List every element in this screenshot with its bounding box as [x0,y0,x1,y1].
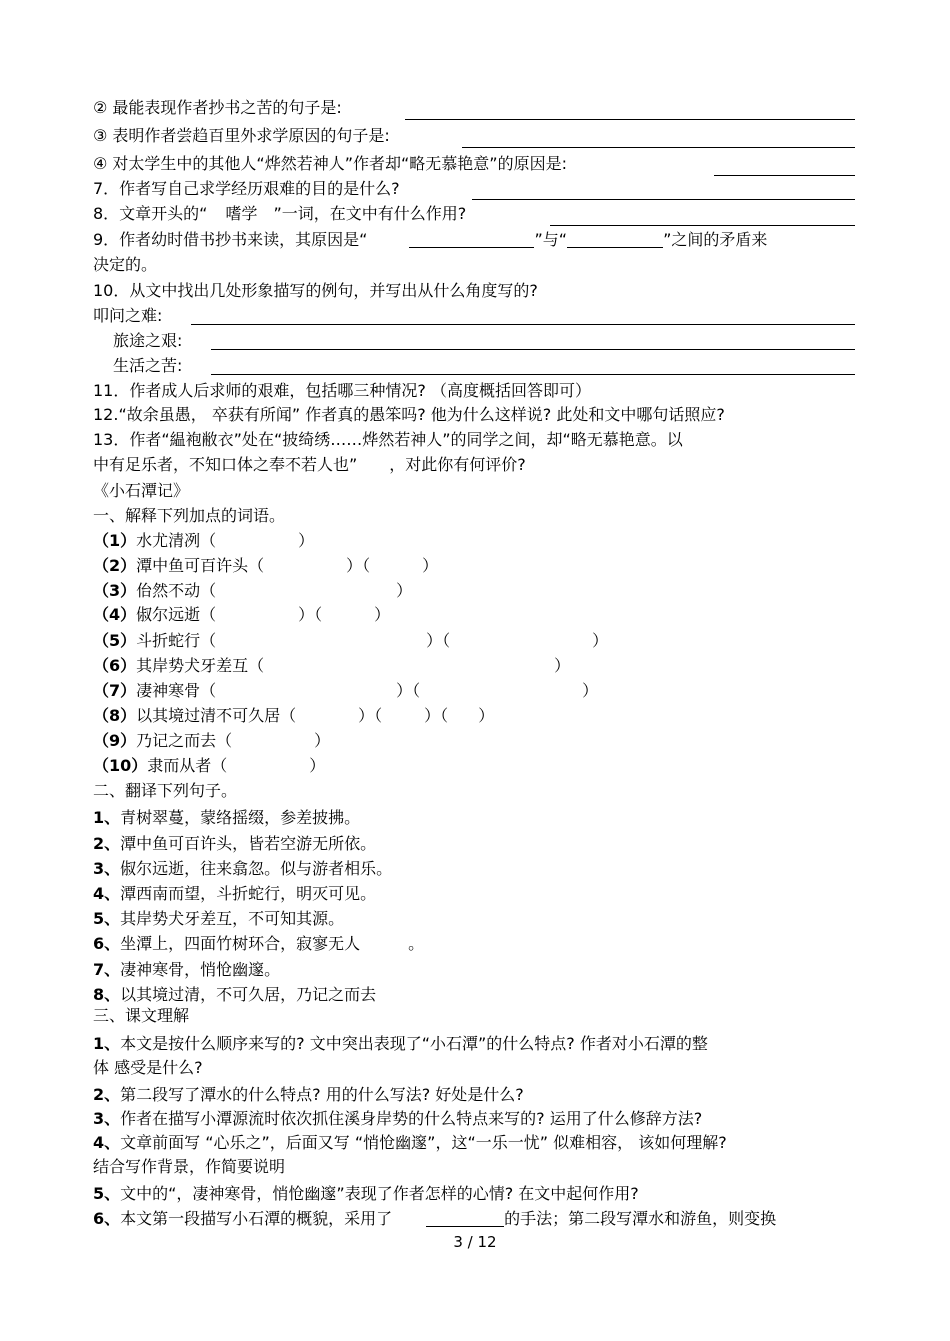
q8-keyword: 嗜学 [225,204,258,223]
item-text: 坐潭上，四面竹树环合，寂寥无人 。 [120,934,425,953]
vocab-item [93,605,390,625]
item-text: 本文第一段描写小石潭的概貌，采用了 [120,1209,393,1228]
vocab-item [93,731,330,751]
item-text: 佁然不动（ [136,581,217,600]
section-2-heading: 二、翻译下列句子。 [93,781,238,800]
q6-blank[interactable] [426,1212,504,1227]
item-number: 5、 [93,909,121,928]
vocab-item [93,556,438,576]
vocab-item [93,631,608,651]
item-number: （4） [93,605,137,624]
comprehension-item-cont: 体 感受是什么? [93,1058,203,1077]
item-text: 青树翠蔓，蒙络摇缀，参差披拂。 [120,808,361,827]
vocab-item [93,531,314,551]
q8-text-c: ”一词，在文中有什么作用? [273,204,467,223]
item-bracket: ）（ [424,706,449,725]
question-13: 13．作者“緼袍敝衣”处在“披绮绣……烨然若神人”的同学之间，却“略无慕艳意。以 [93,430,683,449]
vocab-item [93,681,598,701]
comprehension-item [93,1184,639,1204]
item-text: 斗折蛇行（ [136,631,217,650]
q9-text-c: ”之间的矛盾来 [663,230,768,249]
comprehension-item-cont: 结合写作背景，作简要说明 [93,1157,286,1176]
answer-line [211,374,855,375]
translate-item [93,934,424,954]
translate-item [93,859,392,879]
item-number: （7） [93,681,137,700]
item-number: （5） [93,631,137,650]
item-bracket: ） [314,731,331,750]
item-number: （9） [93,731,137,750]
item-text: 俶尔远逝（ [136,605,217,624]
item-bracket: ）（ [298,605,323,624]
item-text: 潭中鱼可百许头（ [136,556,265,575]
q10-label-c: 生活之苦: [113,356,183,375]
item-number: 5、 [93,1184,121,1203]
answer-line [211,349,855,350]
item-text: 乃记之而去（ [136,731,233,750]
item-text: 潭西南而望，斗折蛇行，明灭可见。 [120,884,377,903]
translate-item [93,884,376,904]
item-bracket: ） [478,706,495,725]
q9-blank-1[interactable] [409,233,534,248]
item-bracket: ） [309,756,326,775]
item-text: 潭中鱼可百许头，皆若空游无所依。 [120,834,377,853]
item-number: 4、 [93,1133,121,1152]
item-number: （6） [93,656,137,675]
item-bracket: ）（ [426,631,451,650]
item-number: 6、 [93,1209,121,1228]
item-number: 1、 [93,808,121,827]
item-bracket: ） [422,556,439,575]
answer-line [462,147,855,148]
q10-label-a: 叩问之难: [93,306,163,325]
question-9-cont: 决定的。 [93,255,158,274]
question-7: 7．作者写自己求学经历艰难的目的是什么? [93,179,400,198]
item-bracket: ） [396,581,413,600]
item-number: （8） [93,706,137,725]
item-number: 2、 [93,1085,121,1104]
item-bracket: ） [554,656,571,675]
item-bracket: ）（ [358,706,383,725]
translate-item [93,909,344,929]
section-1-heading: 一、解释下列加点的词语。 [93,506,286,525]
translate-item [93,808,360,828]
question-6-2: ② 最能表现作者抄书之苦的句子是: [93,98,342,117]
q9-text-a: 9．作者幼时借书抄书来读，其原因是“ [93,230,368,249]
item-text: 以其境过清，不可久居，乃记之而去 [120,985,377,1004]
item-text: 以其境过清不可久居（ [136,706,297,725]
translate-item [93,834,376,854]
question-8 [93,204,466,224]
vocab-item [93,656,570,676]
answer-line [405,119,855,120]
item-text: 作者在描写小潭源流时依次抓住溪身岸势的什么特点来写的? 运用了什么修辞方法? [120,1109,703,1128]
question-13-cont: 中有足乐者，不知口体之奉不若人也” ，对此你有何评价? [93,455,526,474]
item-number: 8、 [93,985,121,1004]
item-number: （3） [93,581,137,600]
item-number: （1） [93,531,137,550]
item-number: （2） [93,556,137,575]
page-number: 3 / 12 [453,1233,497,1251]
item-number: 1、 [93,1034,121,1053]
answer-line [550,225,855,226]
question-6-3: ③ 表明作者尝趋百里外求学原因的句子是: [93,126,390,145]
q9-text-b: ”与“ [534,230,568,249]
vocab-item [93,581,412,601]
item-number: 3、 [93,1109,121,1128]
section-title: 《小石潭记》 [93,481,190,500]
item-number: 4、 [93,884,121,903]
comprehension-item [93,1133,727,1153]
question-9 [93,230,767,250]
item-number: 7、 [93,960,121,979]
item-bracket: ） [374,605,391,624]
comprehension-item [93,1209,776,1229]
q10-label-b: 旅途之艰: [113,331,183,350]
question-6-4: ④ 对太学生中的其他人“烨然若神人”作者却“略无慕艳意”的原因是: [93,154,567,173]
translate-item [93,985,376,1005]
item-bracket: ） [298,531,315,550]
item-bracket: ）（ [396,681,421,700]
question-12: 12.“故余虽愚， 卒获有所闻” 作者真的愚笨吗? 他为什么这样说? 此处和文中哪句话照应? [93,405,725,424]
item-text: 其岸势犬牙差互（ [136,656,265,675]
item-text: 第二段写了潭水的什么特点? 用的什么写法? 好处是什么? [120,1085,524,1104]
q9-blank-2[interactable] [567,233,663,248]
item-text: 的手法；第二段写潭水和游鱼，则变换 [504,1209,777,1228]
item-text: 本文是按什么顺序来写的? 文中突出表现了“小石潭”的什么特点? 作者对小石潭的整 [120,1034,708,1053]
item-text: 文章前面写 “心乐之”，后面又写 “悄怆幽邃”，这“一乐一忧” 似难相容， 该如何理解? [120,1133,727,1152]
answer-line [191,324,855,325]
item-number: 2、 [93,834,121,853]
question-10: 10．从文中找出几处形象描写的例句，并写出从什么角度写的? [93,281,538,300]
section-3-heading: 三、课文理解 [93,1006,190,1025]
vocab-item [93,706,494,726]
item-text: 凄神寒骨，悄怆幽邃。 [120,960,281,979]
item-number: 3、 [93,859,121,878]
comprehension-item [93,1034,708,1054]
item-text: 其岸势犬牙差互，不可知其源。 [120,909,345,928]
item-text: 凄神寒骨（ [136,681,217,700]
item-bracket: ） [592,631,609,650]
comprehension-item [93,1085,524,1105]
item-text: 隶而从者（ [147,756,228,775]
item-text: 俶尔远逝，往来翕忽。似与游者相乐。 [120,859,393,878]
item-number: 6、 [93,934,121,953]
item-number: （10） [93,756,148,775]
comprehension-item [93,1109,702,1129]
q8-text-a: 8．文章开头的“ [93,204,208,223]
item-text: 水尤清冽（ [136,531,217,550]
translate-item [93,960,280,980]
answer-line [714,175,855,176]
answer-line [472,199,855,200]
item-bracket: ）（ [346,556,371,575]
item-text: 文中的“，凄神寒骨，悄怆幽邃”表现了作者怎样的心情? 在文中起何作用? [120,1184,639,1203]
vocab-item [93,756,325,776]
question-11: 11．作者成人后求师的艰难，包括哪三种情况? （高度概括回答即可） [93,381,591,400]
item-bracket: ） [582,681,599,700]
